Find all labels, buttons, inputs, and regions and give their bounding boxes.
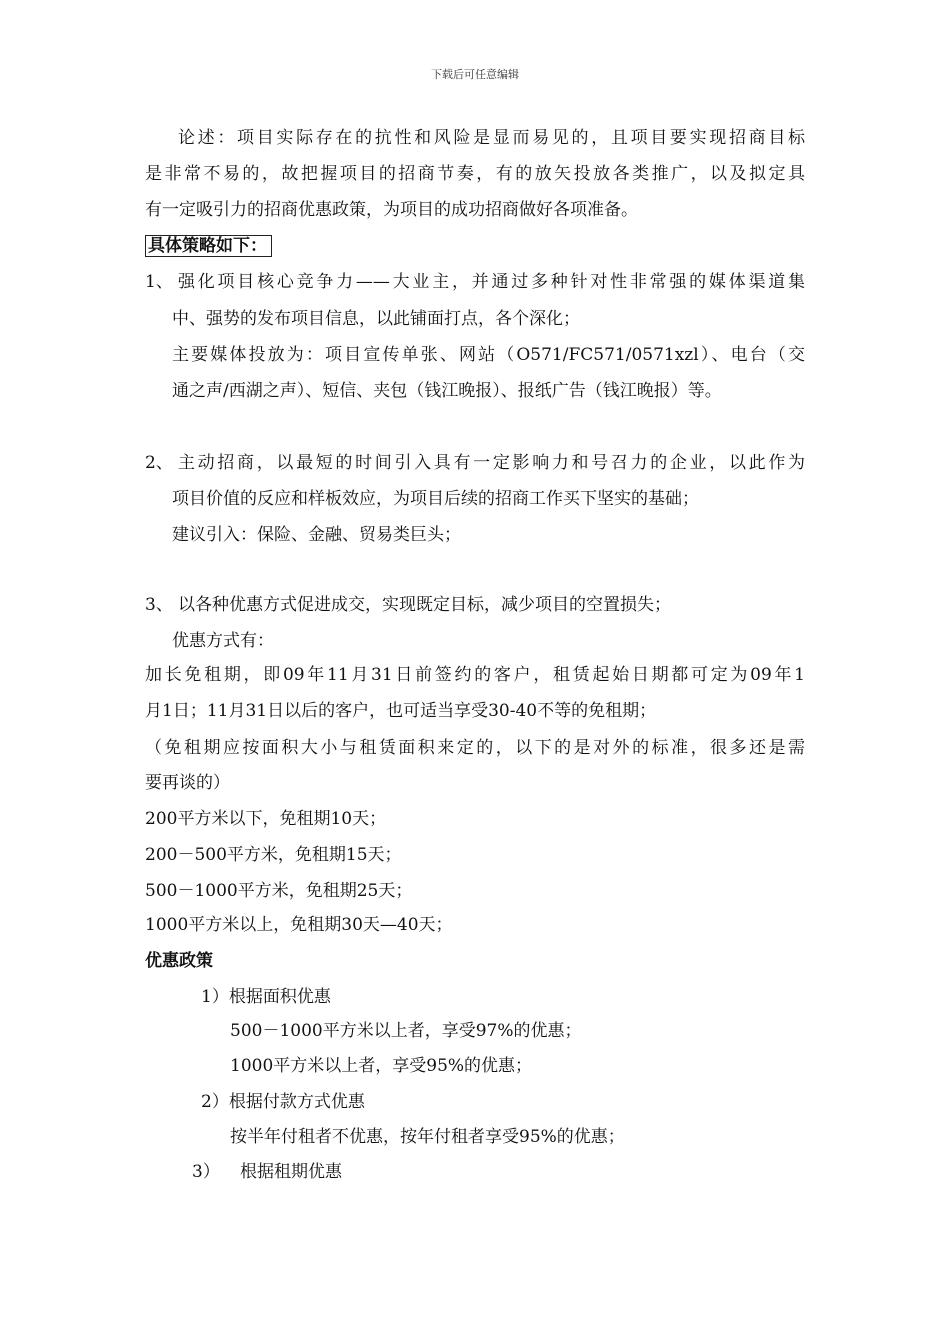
policy-1-line-2: 1000平方米以上者，享受95%的优惠； xyxy=(230,1056,533,1076)
item2-line-2: 项目价值的反应和样板效应，为项目后续的招商工作买下坚实的基础； xyxy=(172,489,699,509)
policy-3-number: 3） xyxy=(192,1162,220,1182)
item1-line-2: 中、强势的发布项目信息，以此铺面打点，各个深化； xyxy=(172,309,580,329)
item1-number: 1、 xyxy=(145,272,173,292)
rent-free-tier-4: 1000平方米以上，免租期30天—40天； xyxy=(145,915,453,935)
policy-heading: 优惠政策 xyxy=(145,951,213,971)
rent-free-line-3: （免租期应按面积大小与租赁面积来定的，以下的是对外的标准，很多还是需 xyxy=(145,738,805,758)
policy-1-title: 1）根据面积优惠 xyxy=(201,987,331,1007)
strategy-heading-text: 具体策略如下： xyxy=(145,235,272,257)
policy-2-title: 2）根据付款方式优惠 xyxy=(201,1092,365,1112)
item2-number: 2、 xyxy=(145,453,173,473)
rent-free-tier-2: 200－500平方米，免租期15天； xyxy=(145,845,402,865)
item3-number: 3、 xyxy=(145,595,173,615)
rent-free-line-1: 加长免租期，即09年11月31日前签约的客户，租赁起始日期都可定为09年1 xyxy=(145,665,805,685)
item1-line-3: 主要媒体投放为：项目宣传单张、网站（O571/FC571/0571xzl）、电台（交 xyxy=(172,345,805,365)
intro-line-3: 有一定吸引力的招商优惠政策，为项目的成功招商做好各项准备。 xyxy=(145,200,638,220)
rent-free-line-4: 要再谈的） xyxy=(145,773,230,793)
intro-line-2: 是非常不易的，故把握项目的招商节奏，有的放矢投放各类推广，以及拟定具 xyxy=(145,164,805,184)
item1-line-1: 强化项目核心竞争力——大业主，并通过多种针对性非常强的媒体渠道集 xyxy=(178,272,805,292)
item1-line-4: 通之声/西湖之声）、短信、夹包（钱江晚报）、报纸广告（钱江晚报）等。 xyxy=(172,381,722,401)
intro-line-1: 论述：项目实际存在的抗性和风险是显而易见的，且项目要实现招商目标 xyxy=(178,128,805,148)
rent-free-tier-3: 500－1000平方米，免租期25天； xyxy=(145,881,413,901)
item3-line-2: 优惠方式有： xyxy=(172,631,274,651)
item2-line-1: 主动招商，以最短的时间引入具有一定影响力和号召力的企业，以此作为 xyxy=(178,453,805,473)
page-header: 下载后可任意编辑 xyxy=(431,68,519,81)
rent-free-tier-1: 200平方米以下，免租期10天； xyxy=(145,809,387,829)
policy-2-line-1: 按半年付租者不优惠，按年付租者享受95%的优惠； xyxy=(230,1127,625,1147)
policy-1-line-1: 500－1000平方米以上者，享受97%的优惠； xyxy=(230,1021,582,1041)
item2-line-3: 建议引入：保险、金融、贸易类巨头； xyxy=(172,525,461,545)
strategy-heading xyxy=(145,235,272,257)
rent-free-line-2: 月1日；11月31日以后的客户，也可适当享受30-40不等的免租期； xyxy=(145,701,657,721)
item3-line-1: 以各种优惠方式促进成交，实现既定目标，减少项目的空置损失； xyxy=(178,595,671,615)
policy-3-title: 根据租期优惠 xyxy=(240,1162,342,1182)
